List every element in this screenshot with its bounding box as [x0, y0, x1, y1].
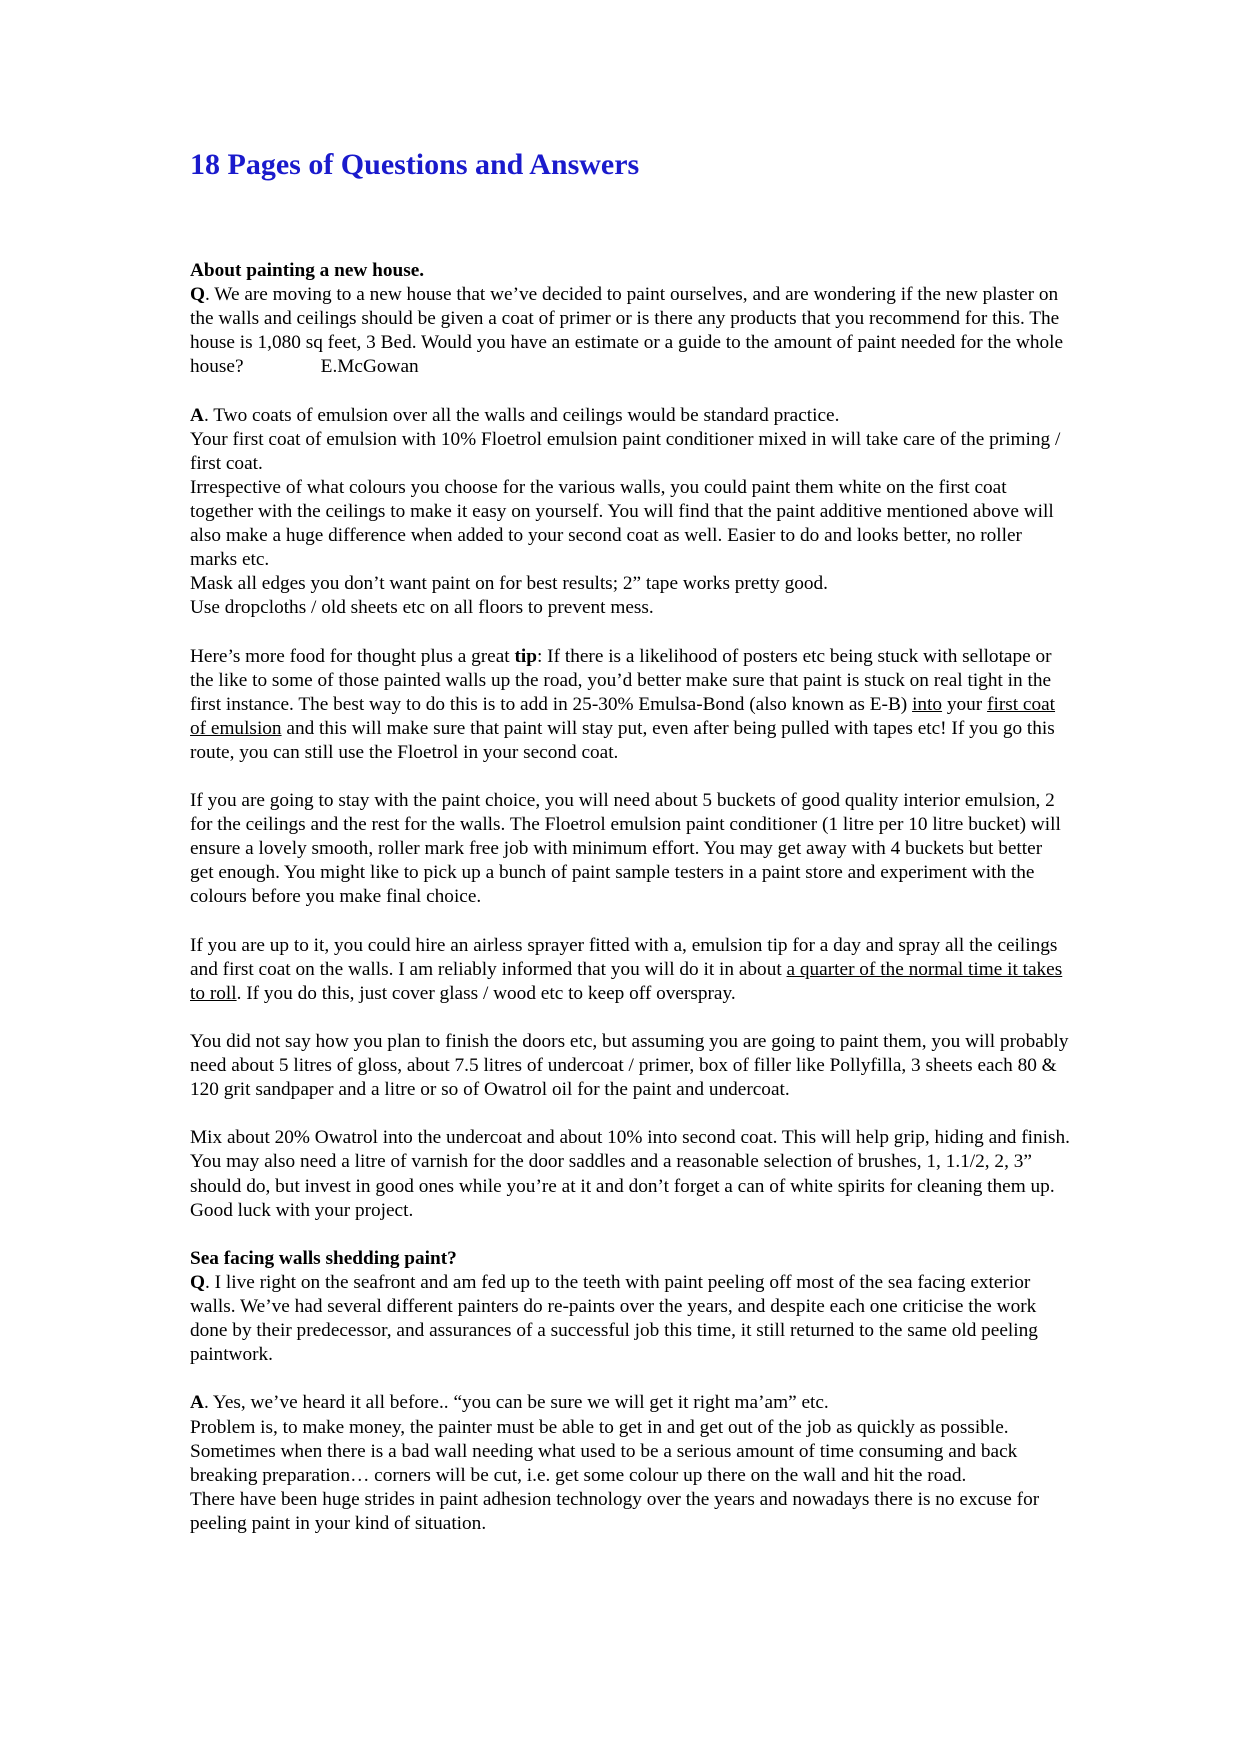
answer-paragraph: There have been huge strides in paint adhesion technology over the years and nowadays there is no excuse for peeling paint in your kind of situation.: [190, 1488, 1040, 1534]
answer-paragraph: Irrespective of what colours you choose for the various walls, you could paint them white on the first coat together with the ceilings to make it easy on yourself. You will find that the paint additive mentioned above will also make a huge difference when added to your second coat as well. Easier to do and looks better, no roller marks etc.: [190, 476, 1054, 571]
answer-paragraph: Use dropcloths / old sheets etc on all floors to prevent mess.: [190, 597, 654, 619]
page-title: 18 Pages of Questions and Answers: [190, 148, 640, 181]
document-body: [190, 259, 1070, 1536]
question-label: Q: [190, 1271, 205, 1293]
buckets-paragraph: If you are going to stay with the paint choice, you will need about 5 buckets of good quality interior emulsion, 2 for the ceilings and the rest for the walls. The Floetrol emulsion paint conditioner (1 litre per 10 litre bucket) will ensure a lovely smooth, roller mark free job with minimum effort. You may get away with 4 buckets but better get enough. You might like to pick up a bunch of paint sample testers in a paint store and experiment with the colours before you make final choice.: [190, 790, 1061, 908]
author-name: E.McGowan: [320, 356, 419, 378]
underlined-first-coat: first coat of emulsion: [190, 693, 1056, 739]
answer-paragraph: A. Two coats of emulsion over all the walls and ceilings would be standard practice.: [190, 404, 840, 426]
answer-paragraph: Problem is, to make money, the painter must be able to get in and get out of the job as quickly as possible. Sometimes when there is a bad wall needing what used to be a serious amount of time consuming and back breaking preparation… corners will be cut, i.e. get some colour up there on the wall and hit the road.: [190, 1416, 1018, 1486]
section-heading: About painting a new house.: [190, 260, 425, 281]
sprayer-paragraph: If you are up to it, you could hire an airless sprayer fitted with a, emulsion tip for a day and spray all the ceilings and first coat on the walls. I am reliably informed that you will do it in about a quarter of the normal time it takes to roll. If you do this, just cover glass / wood etc to keep off overspray.: [190, 934, 1063, 1004]
doors-paragraph: You did not say how you plan to finish the doors etc, but assuming you are going to paint them, you will probably need about 5 litres of gloss, about 7.5 litres of undercoat / primer, box of filler like Pollyfilla, 3 sheets each 80 & 120 grit sandpaper and a litre or so of Owatrol oil for the paint and undercoat.: [190, 1031, 1069, 1101]
answer-label: A: [190, 404, 204, 426]
answer-label: A: [190, 1392, 204, 1414]
section-heading: Sea facing walls shedding paint?: [190, 1247, 457, 1269]
answer-paragraph: Mask all edges you don’t want paint on for best results; 2” tape works pretty good.: [190, 573, 828, 595]
question-paragraph: Q. We are moving to a new house that we’ve decided to paint ourselves, and are wondering if the new plaster on the walls and ceilings should be given a coat of primer or is there any products that you recommend for this. The house is 1,080 sq feet, 3 Bed. Would you have an estimate or a guide to the amount of paint needed for the whole house? E.McGowan: [190, 284, 1064, 378]
underlined-into: into: [912, 693, 943, 715]
question-label: Q: [190, 284, 205, 306]
answer-paragraph: Your first coat of emulsion with 10% Floetrol emulsion paint conditioner mixed in will take care of the priming / first coat.: [190, 428, 1061, 474]
tip-keyword: tip: [514, 645, 537, 667]
owatrol-paragraph: Mix about 20% Owatrol into the undercoat and about 10% into second coat. This will help grip, hiding and finish. You may also need a litre of varnish for the door saddles and a reasonable selection of brushes, 1, 1.1/2, 2, 3” should do, but invest in good ones while you’re at it and don’t forget a can of white spirits for cleaning them up. Good luck with your project.: [190, 1127, 1070, 1221]
question-paragraph: Q. I live right on the seafront and am fed up to the teeth with paint peeling off most of the sea facing exterior walls. We’ve had several different painters do re-paints over the years, and despite each one criticise the work done by their predecessor, and assurances of a successful job this time, it still returned to the same old peeling paintwork.: [190, 1271, 1038, 1366]
tip-paragraph: Here’s more food for thought plus a great tip: If there is a likelihood of posters etc being stuck with sellotape or the like to some of those painted walls up the road, you’d better make sure that paint is stuck on real tight in the first instance. The best way to do this is to add in 25-30% Emulsa-Bond (also known as E-B) into your first coat of emulsion and this will make sure that paint will stay put, even after being pulled with tapes etc! If you go this route, you can still use the Floetrol in your second coat.: [190, 645, 1056, 763]
answer-paragraph: A. Yes, we’ve heard it all before.. “you can be sure we will get it right ma’am” etc.: [190, 1392, 829, 1414]
underlined-quarter-time: a quarter of the normal time it takes to roll: [190, 958, 1063, 1004]
